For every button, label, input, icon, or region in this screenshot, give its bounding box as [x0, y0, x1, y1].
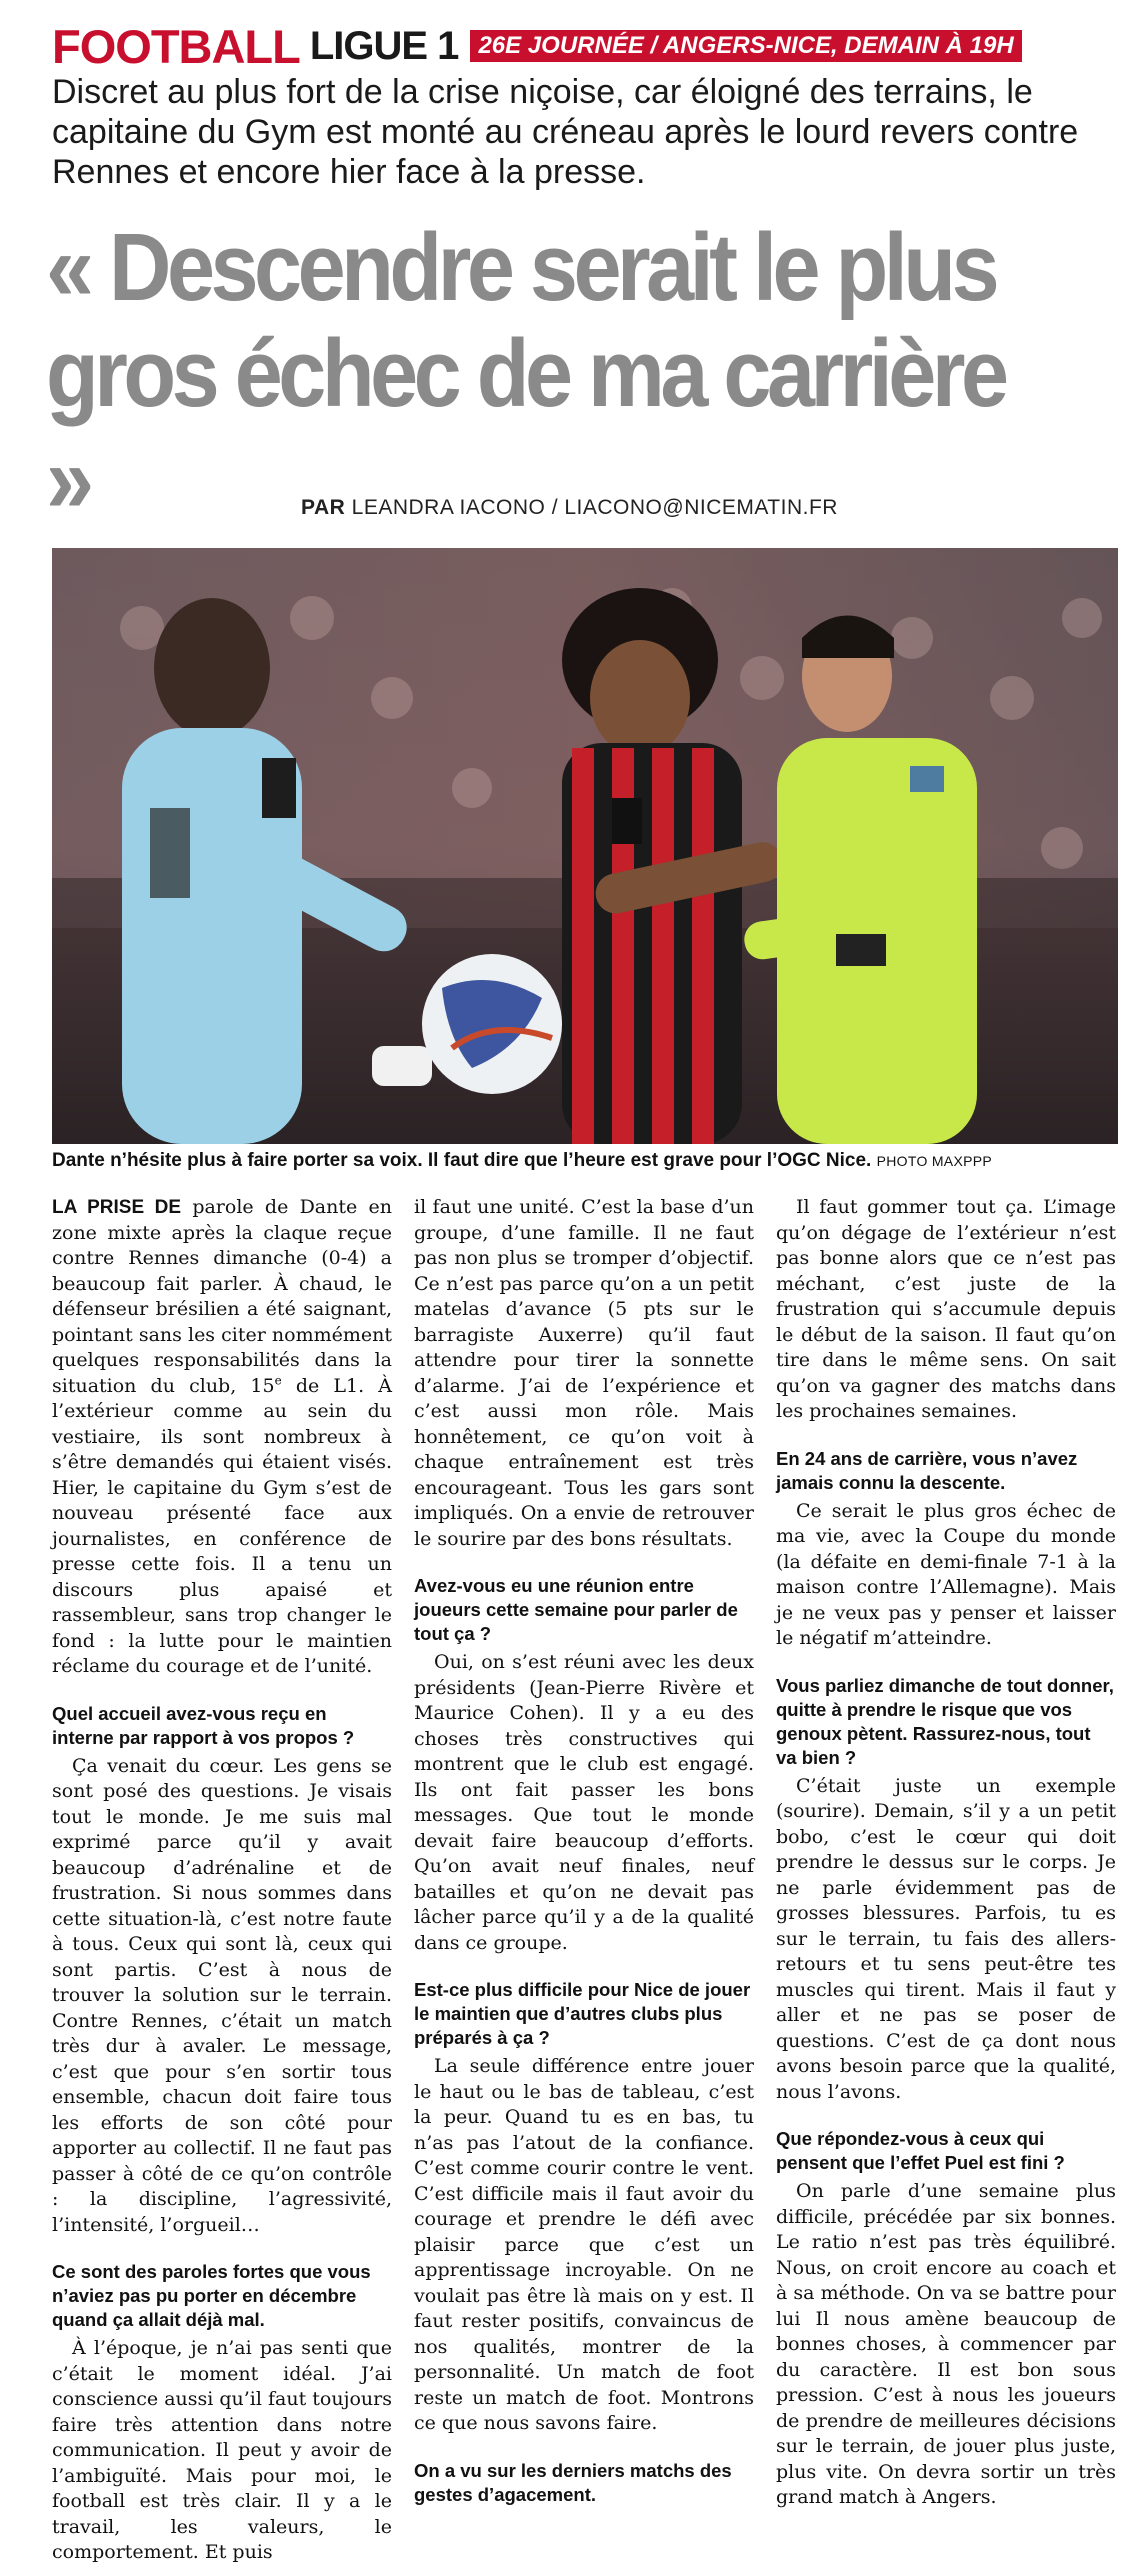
- question: Ce sont des paroles fortes que vous n’aviez pas pu porter en décembre quand ça allait déjà mal.: [52, 2261, 371, 2330]
- section-label: FOOTBALL: [52, 19, 300, 73]
- answer: C’était juste un exemple (sourire). Demain, s’il y a un petit bobo, c’est le cœur qui doit prendre le dessus sur le corps. Je ne parle évidemment pas de grosses blessures. Parfois, tu es sur le terrain, tu fais des allers-retours et tu sens peut-être tes muscles qui tirent. Mais il faut y aller et ne pas se poser de questions. C’est de ça dont nous avons besoin parce que la qualité, nous l’avons.: [776, 1774, 1116, 2103]
- answer: À l’époque, je n’ai pas senti que c’était le moment idéal. J’ai conscience aussi qu’il faut toujours faire très attention dans notre communication. Il peut y avoir de l’ambiguïté. Mais pour moi, le football est très clair. Il y a le travail, les valeurs, le comportement. Et puis: [52, 2337, 392, 2563]
- column-2: [414, 1195, 754, 2505]
- headline: « Descendre serait le plus gros échec de ma carrière »: [46, 214, 1005, 533]
- standfirst: Discret au plus fort de la crise niçoise, car éloigné des terrains, le capitaine du Gym est monté au créneau après le lourd revers contre Rennes et encore hier face à la presse.: [52, 73, 1079, 191]
- question: En 24 ans de carrière, vous n’avez jamais connu la descente.: [776, 1447, 1078, 1493]
- byline-prefix: PAR: [301, 496, 346, 519]
- intro-text-a: parole de Dante en zone mixte après la claque reçue contre Rennes dimanche (0-4) a beaucoup fait parler. À chaud, le défenseur brésilien a été saignant, pointant sans les citer nommément quelques responsabilités dans la situation du club, 15: [52, 1196, 392, 1397]
- answer-continued: Il faut gommer tout ça. L’image qu’on dégage de l’extérieur n’est pas bonne alors que ce n’est pas méchant, c’est juste de la frustration qui s’accumule depuis le début de la saison. Il faut qu’on tire dans le même sens. On sait qu’on va gagner des matchs dans les prochaines semaines.: [776, 1196, 1116, 1422]
- photo-caption: [52, 1150, 1122, 1172]
- question: Avez-vous eu une réunion entre joueurs cette semaine pour parler de tout ça ?: [414, 1575, 738, 1644]
- photo-illustration: [52, 548, 1118, 1144]
- article-photo: [52, 548, 1118, 1144]
- column-1: [52, 1195, 392, 2563]
- question: Que répondez-vous à ceux qui pensent que l’effet Puel est fini ?: [776, 2128, 1065, 2173]
- answer: Ce serait le plus gros échec de ma vie, avec la Coupe du monde (la défaite en demi-finale 7-1 à la maison contre l’Allemagne). Mais je ne veux pas y penser et laisser le négatif m’atteindre.: [776, 1499, 1116, 1649]
- photo-credit: PHOTO MAXPPP: [876, 1153, 992, 1169]
- lead-in: LA PRISE DE: [52, 1197, 182, 1218]
- byline: [0, 496, 1139, 520]
- intro-text-b: de L1. À l’extérieur comme au sein du vestiaire, ils sont nombreux à s’être demandés qui étaient visés. Hier, le capitaine du Gym s’est de nouveau présenté face aux journalistes, en conférence de presse cette fois. Il a tenu un discours plus apaisé et rassembleur, sans trop changer le fond : la lutte pour le maintien réclame du courage et de l’unité.: [52, 1374, 392, 1677]
- column-3: [776, 1195, 1116, 2508]
- byline-author: LEANDRA IACONO / LIACONO@NICEMATIN.FR: [351, 496, 838, 519]
- answer: Ça venait du cœur. Les gens se sont posé des questions. Je visais tout le monde. Je me suis mal exprimé parce qu’il y avait beaucoup d’adrénaline et de frustration. Si nous sommes dans cette situation-là, c’est notre faute à tous. Ceux qui sont là, ceux qui sont partis. C’est à nous de trouver la solution sur le terrain. Contre Rennes, c’était un match très dur à avaler. Le message, c’est que pour s’en sortir tous ensemble, chacun doit faire tous les efforts de son côté pour apporter au collectif. Il ne faut pas passer à côté de ce qu’on contrôle : la discipline, l’agressivité, l’intensité, l’orgueil…: [52, 1754, 392, 2236]
- answer: Oui, on s’est réuni avec les deux présidents (Jean-Pierre Rivère et Maurice Cohen). Il y a eu des choses très constructives qui montrent que le club est engagé. Ils ont fait passer les bons messages. Que tout le monde devait faire beaucoup d’efforts. Qu’on avait neuf finales, neuf batailles et qu’on ne devait pas lâcher parce qu’il y a de la qualité dans ce groupe.: [414, 1651, 754, 1954]
- ordinal-sup: e: [274, 1373, 282, 1388]
- answer: La seule différence entre jouer le haut ou le bas de tableau, c’est la peur. Quand tu es en bas, tu n’as pas l’atout de la confiance. C’est comme courir contre le vent. C’est difficile mais il faut avoir du courage et prendre le défi avec plaisir parce que c’est un apprentissage incroyable. On ne voulait pas être là mais on y est. Il faut rester positifs, convaincus de nos qualités, montrer de la personnalité. Un match de foot reste un match de foot. Montrons ce que nous savons faire.: [414, 2055, 754, 2434]
- question: Vous parliez dimanche de tout donner, quitte à prendre le risque que vos genoux pètent. Rassurez-nous, tout va bien ?: [776, 1674, 1114, 1768]
- caption-text: Dante n’hésite plus à faire porter sa voix. Il faut dire que l’heure est grave pour l’OGC Nice.: [52, 1150, 872, 1171]
- article-body: [52, 1195, 1118, 2563]
- answer: On parle d’une semaine plus difficile, précédée par six bonnes. Le ratio n’est pas très équilibré. Nous, on croit encore au coach et à sa méthode. On va se battre pour lui Il nous amène beaucoup de bonnes choses, à commencer par du caractère. Il est bon sous pression. C’est à nous les joueurs de prendre de meilleures décisions sur le terrain, de jouer plus juste, plus vite. On devra sortir un très grand match à Angers.: [776, 2180, 1116, 2508]
- kicker: [52, 20, 1022, 72]
- matchday-tag: 26E JOURNÉE / ANGERS-NICE, DEMAIN À 19H: [470, 30, 1021, 62]
- question: Quel accueil avez-vous reçu en interne par rapport à vos propos ?: [52, 1702, 355, 1748]
- league-label: LIGUE 1: [309, 24, 459, 68]
- question: On a vu sur les derniers matchs des gestes d’agacement.: [414, 2459, 732, 2505]
- question: Est-ce plus difficile pour Nice de jouer le maintien que d’autres clubs plus préparés à ça ?: [414, 1979, 751, 2048]
- answer-continued: il faut une unité. C’est la base d’un groupe, d’une famille. Il ne faut pas non plus se tromper d’objectif. Ce n’est pas parce qu’on a un petit matelas d’avance (5 pts sur le barragiste Auxerre) qu’il faut attendre pour tirer la sonnette d’alarme. J’ai de l’expérience et c’est aussi mon rôle. Mais honnêtement, ce qu’on voit à chaque entraînement est très encourageant. Tous les gars sont impliqués. On a envie de retrouver le sourire par des bons résultats.: [414, 1196, 754, 1550]
- intro-paragraph: [52, 1195, 392, 1680]
